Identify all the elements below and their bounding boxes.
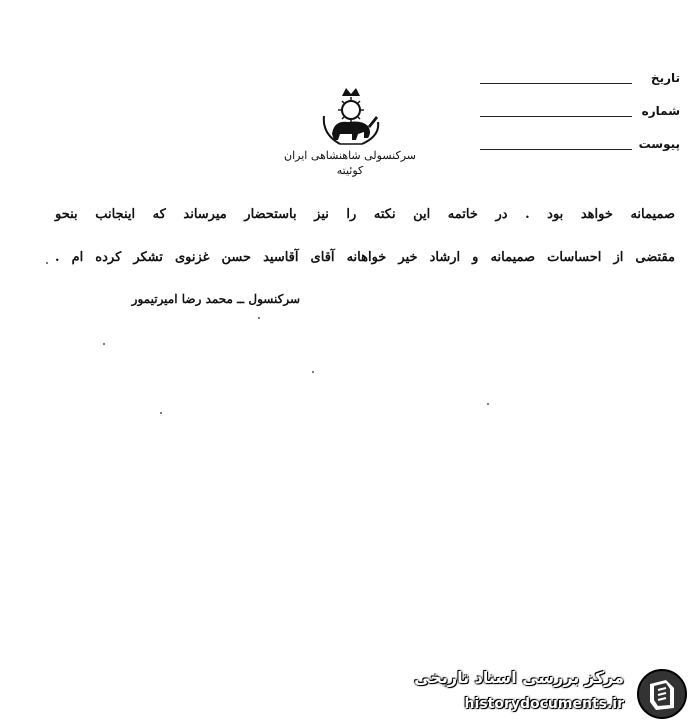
consulate-name bbox=[250, 148, 450, 178]
watermark-url: historydocuments.ir bbox=[464, 696, 624, 712]
scan-speck bbox=[487, 403, 489, 405]
consulate-line-2: کوئیته bbox=[336, 164, 364, 177]
number-field bbox=[480, 103, 680, 123]
archive-watermark bbox=[412, 666, 692, 722]
scan-speck bbox=[258, 317, 260, 319]
number-label: شماره bbox=[641, 104, 680, 118]
date-field bbox=[480, 70, 680, 90]
signature-line: سرکنسول ــ محمد رضا امیرتیمور bbox=[131, 292, 300, 306]
consulate-line-1: سرکنسولی شاهنشاهی ایران bbox=[284, 149, 416, 162]
date-line bbox=[480, 83, 632, 84]
scan-speck bbox=[160, 412, 162, 414]
scan-speck bbox=[46, 262, 48, 264]
body-text-line-2: مقتضی از احساسات صمیمانه و ارشاد خیر خواهانه آقای آقاسید حسن غزنوی تشکر کرده ام . bbox=[55, 250, 675, 265]
body-text-line-1: صمیمانه خواهد بود . در خاتمه این نکته را نیز باستحضار میرساند که اینجانب بنحو bbox=[55, 207, 675, 222]
lion-and-sun-emblem-icon bbox=[318, 86, 384, 148]
attachment-label: پیوست bbox=[638, 137, 680, 151]
archive-logo-icon bbox=[636, 668, 688, 720]
watermark-title: مرکز بررسی اسناد تاریخی bbox=[414, 668, 624, 687]
date-label: تاریخ bbox=[650, 71, 680, 85]
attachment-line bbox=[480, 149, 632, 150]
scan-speck bbox=[103, 343, 105, 345]
number-line bbox=[480, 116, 632, 117]
scan-speck bbox=[312, 371, 314, 373]
attachment-field bbox=[480, 136, 680, 156]
